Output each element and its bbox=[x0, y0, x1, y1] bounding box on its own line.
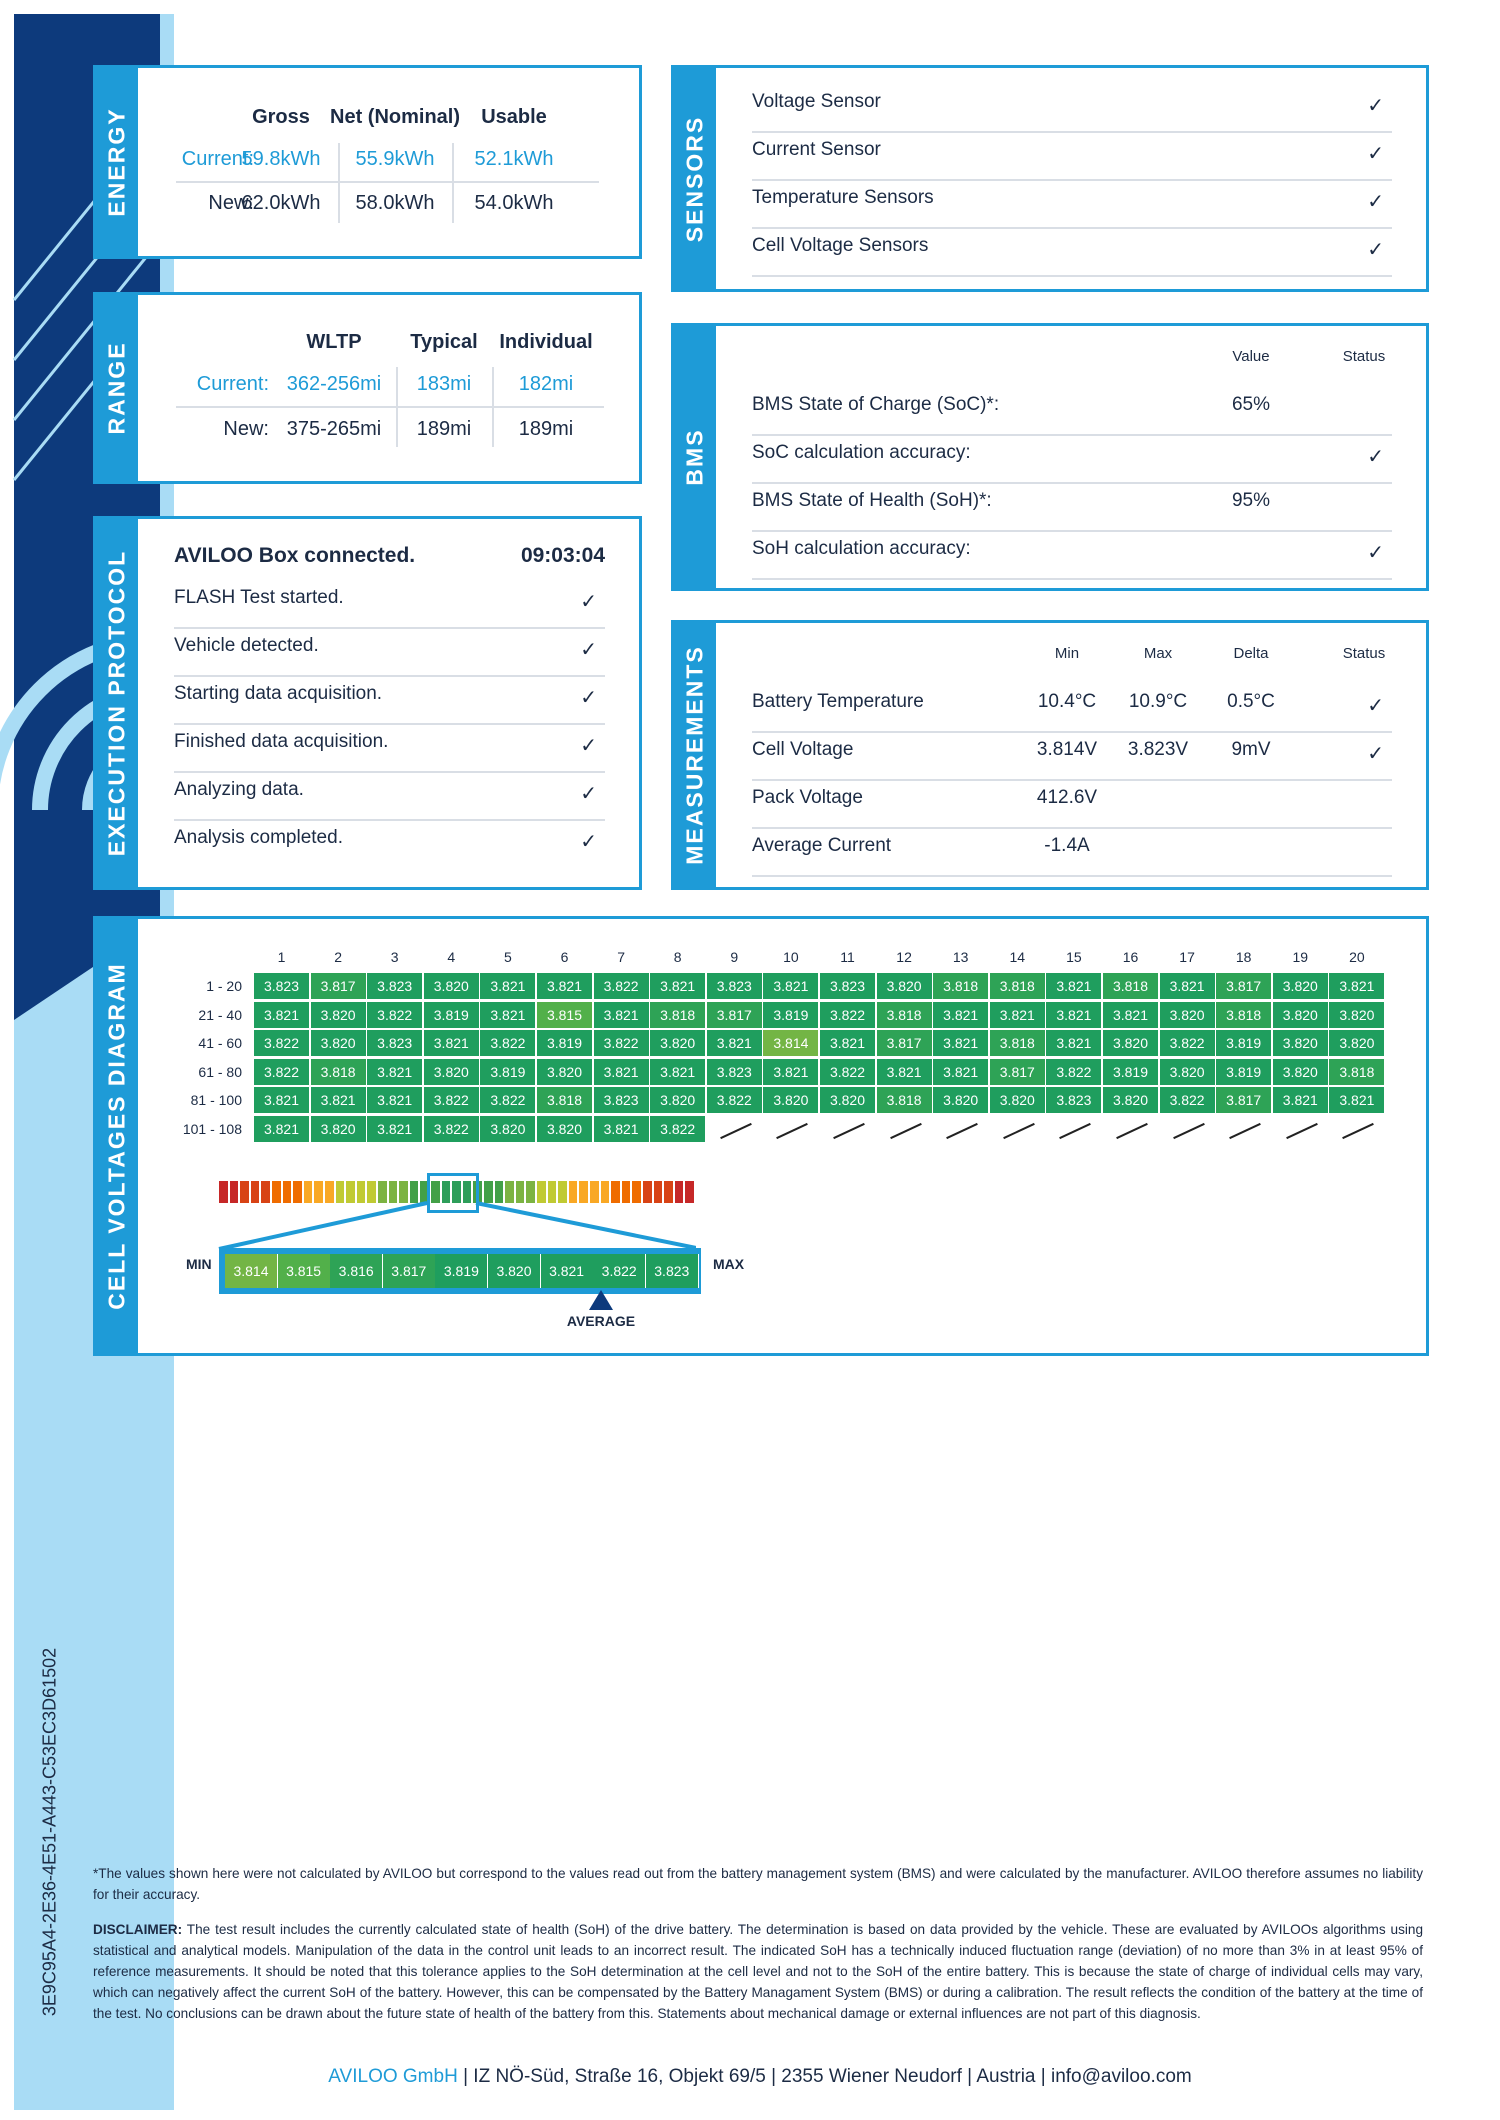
disclaimer-text: The test result includes the currently calculated state of health (SoH) of the drive battery. The determination is based on data provided by the vehicle. These are evaluated by AVILOOs algorithms using statistical and analytical models. Manipulation of the data in the control unit leads to an incorrect result. The indicated SoH has a technically induced fluctuation range (deviation) of no more than 3% in at least 95% of reference measurements. It should be noted that this tolerance applies to the SoH determination at the cell level and not to the SoH of the entire battery. This is because the state of charge of individual cells may vary, which can negatively affect the current SoH of the battery. However, this can be compensated by the Battery Managament System (BMS) or during a calibration. The result reflects the condition of the battery at the time of the test. No conclusions can be drawn about the future state of health of the battery from this. Statements about mechanical damage or external influences are not part of this diagnosis. bbox=[93, 1922, 1424, 2021]
measurement-row: Battery Temperature 10.4°C 10.9°C 0.5°C ✓ bbox=[752, 683, 1392, 733]
cell-voltage: 3.817 bbox=[311, 973, 366, 999]
cell-voltage: 3.820 bbox=[1329, 1002, 1384, 1028]
cell-voltage: 3.819 bbox=[424, 1002, 479, 1028]
footnote: *The values shown here were not calculated by AVILOO but correspond to the values read out from the battery management system (BMS) and were calculated by the manufacturer. AVILOO therefore assumes no liability for their accuracy. bbox=[93, 1866, 1423, 1902]
check-icon: ✓ bbox=[1367, 446, 1384, 468]
min-header: Min bbox=[1054, 645, 1080, 662]
cell-voltage: 3.823 bbox=[707, 1059, 762, 1085]
sensors-panel bbox=[671, 65, 1429, 292]
cell-column-number: 10 bbox=[783, 949, 799, 965]
check-icon: ✓ bbox=[1367, 191, 1384, 213]
cell-voltage: 3.821 bbox=[480, 973, 535, 999]
measurement-row: Pack Voltage 412.6V bbox=[752, 779, 1392, 829]
energy-current-gross: 59.8kWh bbox=[241, 148, 321, 170]
empty-cell-dash bbox=[890, 1123, 922, 1139]
range-title: RANGE bbox=[103, 341, 130, 435]
cell-voltage: 3.820 bbox=[480, 1116, 535, 1142]
range-panel bbox=[93, 292, 642, 484]
cell-voltage: 3.818 bbox=[1216, 1002, 1271, 1028]
cell-voltage: 3.819 bbox=[1103, 1059, 1158, 1085]
check-icon: ✓ bbox=[580, 591, 597, 613]
document-id: 3E9C95A4-2E36-4E51-A443-C53EC3D61502 bbox=[39, 1647, 60, 2017]
cell-voltage: 3.821 bbox=[254, 1087, 309, 1113]
measurements-tab bbox=[674, 623, 716, 887]
footer-company: AVILOO GmbH bbox=[328, 2066, 458, 2087]
cell-voltage: 3.823 bbox=[254, 973, 309, 999]
cell-voltage: 3.819 bbox=[1216, 1059, 1271, 1085]
range-header-individual: Individual bbox=[499, 331, 593, 353]
soc-value: 65% bbox=[1231, 394, 1271, 415]
check-icon: ✓ bbox=[580, 783, 597, 805]
energy-current-net: 55.9kWh bbox=[355, 148, 435, 170]
cell-voltage: 3.821 bbox=[367, 1087, 422, 1113]
range-current-individual: 182mi bbox=[518, 373, 574, 395]
cell-voltage: 3.821 bbox=[820, 1030, 875, 1056]
cell-voltage: 3.820 bbox=[537, 1116, 592, 1142]
check-icon: ✓ bbox=[1367, 143, 1384, 165]
cell-voltage: 3.822 bbox=[254, 1030, 309, 1056]
cell-voltage: 3.817 bbox=[877, 1030, 932, 1056]
range-current-wltp: 362-256mi bbox=[286, 373, 382, 395]
cell-voltage: 3.820 bbox=[1103, 1087, 1158, 1113]
bms-value-header: Value bbox=[1232, 348, 1270, 365]
range-header-typical: Typical bbox=[410, 331, 478, 353]
bms-status-header: Status bbox=[1342, 348, 1386, 365]
cell-voltage: 3.821 bbox=[763, 1059, 818, 1085]
sensor-row: Voltage Sensor ✓ bbox=[752, 83, 1392, 133]
cell-voltage: 3.815 bbox=[537, 1002, 592, 1028]
scale-value: 3.817 bbox=[383, 1254, 436, 1288]
energy-new-label: New: bbox=[208, 192, 254, 214]
cell-voltage: 3.823 bbox=[707, 973, 762, 999]
cell-voltage: 3.821 bbox=[933, 1002, 988, 1028]
cell-voltage: 3.820 bbox=[763, 1087, 818, 1113]
cell-voltage: 3.817 bbox=[990, 1059, 1045, 1085]
cell-voltage: 3.820 bbox=[1273, 1002, 1328, 1028]
cell-row-label: 101 - 108 bbox=[182, 1121, 242, 1137]
range-new-individual: 189mi bbox=[518, 418, 574, 440]
empty-cell-dash bbox=[720, 1123, 752, 1139]
cell-column-number: 15 bbox=[1066, 949, 1082, 965]
cell-voltage: 3.821 bbox=[424, 1030, 479, 1056]
cell-voltage: 3.818 bbox=[1103, 973, 1158, 999]
range-tab bbox=[96, 295, 138, 481]
measurements-panel bbox=[671, 620, 1429, 890]
cell-voltage: 3.821 bbox=[254, 1002, 309, 1028]
check-icon: ✓ bbox=[580, 687, 597, 709]
check-icon: ✓ bbox=[1367, 95, 1384, 117]
footer bbox=[328, 2066, 1191, 2088]
check-icon: ✓ bbox=[1367, 239, 1384, 261]
range-new-label: New: bbox=[223, 418, 269, 440]
cell-voltage: 3.818 bbox=[1329, 1059, 1384, 1085]
execution-step: Finished data acquisition. ✓ bbox=[174, 723, 605, 773]
cell-voltage: 3.821 bbox=[480, 1002, 535, 1028]
cell-voltage: 3.820 bbox=[1103, 1030, 1158, 1056]
cell-voltage: 3.821 bbox=[1329, 973, 1384, 999]
check-icon: ✓ bbox=[1367, 542, 1384, 564]
cell-column-number: 2 bbox=[334, 949, 342, 965]
energy-new-gross: 62.0kWh bbox=[241, 192, 321, 214]
cell-voltage: 3.820 bbox=[990, 1087, 1045, 1113]
cell-column-number: 1 bbox=[277, 949, 286, 965]
scale-max-label: MAX bbox=[713, 1256, 745, 1272]
cell-column-number: 11 bbox=[840, 949, 855, 965]
cell-voltage: 3.821 bbox=[367, 1059, 422, 1085]
execution-step: Starting data acquisition. ✓ bbox=[174, 675, 605, 725]
cell-voltage: 3.818 bbox=[877, 1002, 932, 1028]
empty-cell-dash bbox=[946, 1123, 978, 1139]
cell-column-number: 7 bbox=[617, 949, 625, 965]
cell-voltage: 3.818 bbox=[990, 973, 1045, 999]
range-current-typical: 183mi bbox=[416, 373, 472, 395]
cell-voltage: 3.821 bbox=[933, 1030, 988, 1056]
cell-voltage: 3.820 bbox=[1273, 1059, 1328, 1085]
cell-voltage: 3.822 bbox=[254, 1059, 309, 1085]
sensor-row: Temperature Sensors ✓ bbox=[752, 179, 1392, 229]
scale-value: 3.821 bbox=[541, 1254, 594, 1288]
empty-cell-dash bbox=[1173, 1123, 1205, 1139]
cell-voltage: 3.819 bbox=[1216, 1030, 1271, 1056]
execution-tab bbox=[96, 519, 138, 887]
check-icon: ✓ bbox=[1367, 743, 1384, 765]
execution-step: Analyzing data. ✓ bbox=[174, 771, 605, 821]
cell-column-number: 8 bbox=[673, 949, 682, 965]
cell-voltage: 3.820 bbox=[877, 973, 932, 999]
cell-column-number: 16 bbox=[1122, 949, 1139, 965]
max-header: Max bbox=[1143, 645, 1173, 662]
bms-row: SoC calculation accuracy: ✓ bbox=[752, 434, 1392, 484]
cell-voltage: 3.822 bbox=[1160, 1030, 1215, 1056]
cell-voltage: 3.821 bbox=[1329, 1087, 1384, 1113]
cell-voltage-grid bbox=[96, 919, 1426, 1353]
cell-voltage: 3.821 bbox=[1273, 1087, 1328, 1113]
empty-cell-dash bbox=[1116, 1123, 1148, 1139]
cell-voltage: 3.821 bbox=[650, 1059, 705, 1085]
bms-title: BMS bbox=[681, 428, 708, 486]
range-current-label: Current: bbox=[196, 373, 269, 395]
cell-voltage: 3.823 bbox=[594, 1087, 649, 1113]
cell-voltage: 3.822 bbox=[820, 1059, 875, 1085]
cell-voltage: 3.821 bbox=[537, 973, 592, 999]
cell-column-number: 3 bbox=[390, 949, 399, 965]
cell-column-number: 14 bbox=[1009, 949, 1026, 965]
cell-voltage: 3.821 bbox=[254, 1116, 309, 1142]
cell-voltage: 3.820 bbox=[311, 1030, 366, 1056]
cell-voltage: 3.821 bbox=[1046, 1002, 1101, 1028]
scale-value: 3.819 bbox=[435, 1254, 488, 1288]
energy-panel bbox=[93, 65, 642, 259]
sensors-title: SENSORS bbox=[681, 115, 708, 242]
cell-voltage: 3.817 bbox=[1216, 1087, 1271, 1113]
average-marker-icon bbox=[589, 1290, 613, 1310]
cell-voltage: 3.818 bbox=[933, 973, 988, 999]
cell-voltage: 3.820 bbox=[424, 1059, 479, 1085]
execution-title: EXECUTION PROTOCOL bbox=[103, 549, 130, 857]
cell-voltage: 3.821 bbox=[707, 1030, 762, 1056]
cell-voltage: 3.821 bbox=[311, 1087, 366, 1113]
cell-voltage: 3.819 bbox=[480, 1059, 535, 1085]
cell-voltage: 3.818 bbox=[311, 1059, 366, 1085]
cell-row-label: 81 - 100 bbox=[190, 1092, 242, 1109]
energy-header-net: Net (Nominal) bbox=[330, 106, 460, 128]
check-icon: ✓ bbox=[580, 639, 597, 661]
bms-panel bbox=[671, 323, 1429, 591]
empty-cell-dash bbox=[1343, 1123, 1375, 1139]
energy-new-net: 58.0kWh bbox=[355, 192, 435, 214]
check-icon: ✓ bbox=[1367, 695, 1384, 717]
range-new-typical: 189mi bbox=[416, 418, 472, 440]
cell-voltage: 3.821 bbox=[1103, 1002, 1158, 1028]
scale-min-label: MIN bbox=[186, 1256, 212, 1272]
range-header-wltp: WLTP bbox=[306, 331, 362, 353]
cell-voltage: 3.823 bbox=[367, 1030, 422, 1056]
cell-column-number: 20 bbox=[1349, 949, 1365, 965]
cell-voltage: 3.820 bbox=[650, 1087, 705, 1113]
cell-voltage: 3.822 bbox=[1046, 1059, 1101, 1085]
scale-value: 3.814 bbox=[225, 1254, 278, 1288]
execution-step: Vehicle detected. ✓ bbox=[174, 627, 605, 677]
scale-value: 3.823 bbox=[646, 1254, 699, 1288]
cell-voltage: 3.822 bbox=[480, 1087, 535, 1113]
cell-voltage: 3.821 bbox=[990, 1002, 1045, 1028]
cell-voltage: 3.821 bbox=[367, 1116, 422, 1142]
cell-voltage: 3.820 bbox=[1273, 1030, 1328, 1056]
cell-voltage: 3.820 bbox=[424, 973, 479, 999]
cell-voltage: 3.821 bbox=[594, 1059, 649, 1085]
energy-current-usable: 52.1kWh bbox=[474, 148, 554, 170]
scale-value: 3.820 bbox=[488, 1254, 541, 1288]
voltage-scale bbox=[219, 1248, 701, 1294]
cell-voltage: 3.820 bbox=[311, 1002, 366, 1028]
cell-voltage: 3.819 bbox=[537, 1030, 592, 1056]
cell-voltage: 3.822 bbox=[820, 1002, 875, 1028]
connection-status: AVILOO Box connected. bbox=[174, 544, 416, 567]
measurement-row: Average Current -1.4A bbox=[752, 827, 1392, 877]
cell-voltage: 3.821 bbox=[1046, 973, 1101, 999]
bms-row: BMS State of Charge (SoC)*: 65% bbox=[752, 386, 1392, 436]
cell-column-number: 6 bbox=[560, 949, 569, 965]
measurements-title: MEASUREMENTS bbox=[681, 645, 708, 865]
empty-cell-dash bbox=[833, 1123, 865, 1139]
cell-voltage: 3.821 bbox=[933, 1059, 988, 1085]
cell-column-number: 12 bbox=[896, 949, 912, 965]
cell-voltage: 3.823 bbox=[367, 973, 422, 999]
sensor-row: Cell Voltage Sensors ✓ bbox=[752, 227, 1392, 277]
energy-current-label: Current: bbox=[181, 148, 254, 170]
cell-voltage: 3.820 bbox=[1160, 1002, 1215, 1028]
sensor-row: Current Sensor ✓ bbox=[752, 131, 1392, 181]
bms-row: SoH calculation accuracy: ✓ bbox=[752, 530, 1392, 580]
cell-voltage: 3.822 bbox=[594, 973, 649, 999]
soh-value: 95% bbox=[1231, 490, 1271, 511]
cell-voltage: 3.822 bbox=[594, 1030, 649, 1056]
status-header: Status bbox=[1342, 645, 1386, 662]
energy-header-gross: Gross bbox=[252, 106, 310, 128]
empty-cell-dash bbox=[1229, 1123, 1261, 1139]
disclaimer bbox=[93, 1919, 1423, 2024]
cell-column-number: 5 bbox=[503, 949, 512, 965]
cell-column-number: 4 bbox=[447, 949, 456, 965]
measurement-row: Cell Voltage 3.814V 3.823V 9mV ✓ bbox=[752, 731, 1392, 781]
cell-voltage: 3.822 bbox=[480, 1030, 535, 1056]
cell-voltage: 3.818 bbox=[877, 1087, 932, 1113]
scale-value: 3.815 bbox=[278, 1254, 331, 1288]
cell-voltage: 3.818 bbox=[537, 1087, 592, 1113]
cell-column-number: 17 bbox=[1179, 949, 1195, 965]
disclaimer-label: DISCLAIMER: bbox=[93, 1922, 183, 1937]
cell-voltage: 3.820 bbox=[1160, 1059, 1215, 1085]
cell-voltage: 3.822 bbox=[707, 1087, 762, 1113]
cell-row-label: 61 - 80 bbox=[198, 1063, 242, 1080]
execution-step: Analysis completed. ✓ bbox=[174, 827, 597, 853]
cell-voltage: 3.819 bbox=[763, 1002, 818, 1028]
cell-voltage: 3.822 bbox=[367, 1002, 422, 1028]
cell-voltage: 3.820 bbox=[311, 1116, 366, 1142]
cell-voltage: 3.822 bbox=[424, 1116, 479, 1142]
empty-cell-dash bbox=[1003, 1123, 1035, 1139]
average-label: AVERAGE bbox=[566, 1313, 636, 1329]
bms-row: BMS State of Health (SoH)*: 95% bbox=[752, 482, 1392, 532]
energy-tab bbox=[96, 68, 138, 256]
cell-row-label: 1 - 20 bbox=[206, 978, 242, 994]
cell-voltage: 3.821 bbox=[763, 973, 818, 999]
cell-voltage: 3.823 bbox=[1046, 1087, 1101, 1113]
cell-voltage: 3.817 bbox=[1216, 973, 1271, 999]
cell-voltage: 3.822 bbox=[650, 1116, 705, 1142]
cell-voltage: 3.820 bbox=[1329, 1030, 1384, 1056]
cell-voltage: 3.817 bbox=[707, 1002, 762, 1028]
execution-panel bbox=[93, 516, 642, 890]
cell-voltage: 3.822 bbox=[1160, 1087, 1215, 1113]
cell-voltage: 3.821 bbox=[594, 1116, 649, 1142]
check-icon: ✓ bbox=[580, 735, 597, 757]
cell-voltage: 3.821 bbox=[1160, 973, 1215, 999]
empty-cell-dash bbox=[1286, 1123, 1318, 1139]
execution-step: FLASH Test started. ✓ bbox=[174, 579, 605, 629]
cell-voltage: 3.818 bbox=[990, 1030, 1045, 1056]
energy-header-usable: Usable bbox=[481, 106, 547, 128]
cell-column-number: 13 bbox=[952, 949, 969, 965]
cell-voltage: 3.818 bbox=[650, 1002, 705, 1028]
scale-value: 3.816 bbox=[330, 1254, 383, 1288]
energy-new-usable: 54.0kWh bbox=[474, 192, 554, 214]
empty-cell-dash bbox=[1060, 1123, 1092, 1139]
cell-voltage: 3.821 bbox=[877, 1059, 932, 1085]
cell-row-label: 41 - 60 bbox=[198, 1035, 242, 1052]
cell-voltage: 3.820 bbox=[933, 1087, 988, 1113]
cell-voltage: 3.821 bbox=[650, 973, 705, 999]
cell-voltage: 3.814 bbox=[763, 1030, 818, 1056]
cell-column-number: 19 bbox=[1292, 949, 1309, 965]
cell-voltage: 3.823 bbox=[820, 973, 875, 999]
check-icon: ✓ bbox=[580, 831, 597, 853]
cell-voltages-panel bbox=[93, 916, 1429, 1356]
cell-voltage: 3.820 bbox=[537, 1059, 592, 1085]
energy-title: ENERGY bbox=[103, 107, 130, 217]
cell-voltage: 3.821 bbox=[1046, 1030, 1101, 1056]
footer-address: | IZ NÖ-Süd, Straße 16, Objekt 69/5 | 2355 Wiener Neudorf | Austria | info@aviloo.com bbox=[463, 2066, 1192, 2087]
sensors-tab bbox=[674, 68, 716, 289]
cell-voltage: 3.822 bbox=[424, 1087, 479, 1113]
cell-voltage: 3.820 bbox=[1273, 973, 1328, 999]
cell-voltage: 3.820 bbox=[820, 1087, 875, 1113]
connection-time: 09:03:04 bbox=[520, 544, 605, 567]
cell-column-number: 9 bbox=[730, 949, 739, 965]
range-new-wltp: 375-265mi bbox=[286, 418, 382, 440]
scale-value: 3.822 bbox=[593, 1254, 646, 1288]
cell-column-number: 18 bbox=[1235, 949, 1252, 965]
bms-tab bbox=[674, 326, 716, 588]
cell-voltages-title: CELL VOLTAGES DIAGRAM bbox=[103, 962, 130, 1310]
cell-voltage: 3.821 bbox=[594, 1002, 649, 1028]
delta-header: Delta bbox=[1233, 645, 1269, 662]
empty-cell-dash bbox=[777, 1123, 809, 1139]
cell-row-label: 21 - 40 bbox=[198, 1006, 242, 1023]
cell-voltage: 3.820 bbox=[650, 1030, 705, 1056]
